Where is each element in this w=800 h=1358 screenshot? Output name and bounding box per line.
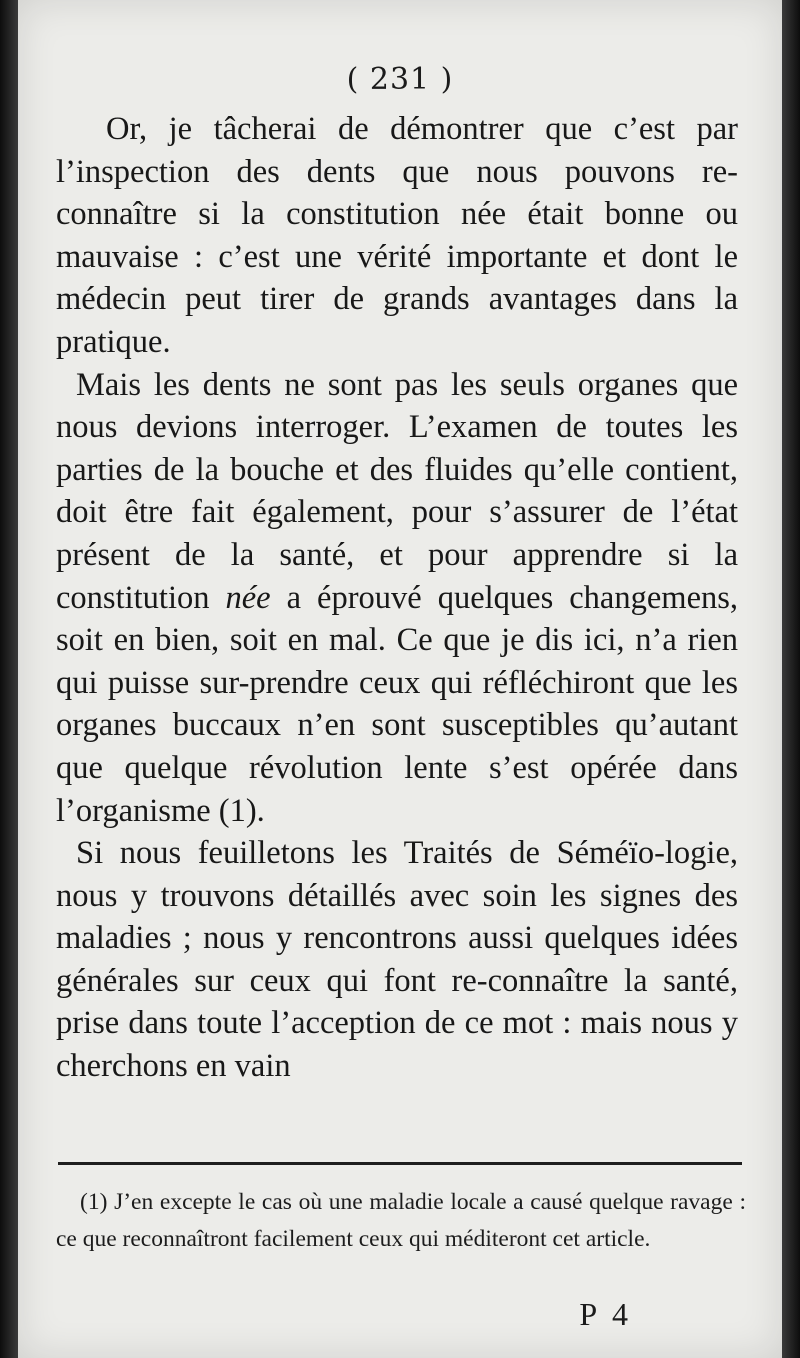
body-text [56, 108, 738, 1088]
scan-left-edge [0, 0, 18, 1358]
page-number: ( 231 ) [346, 62, 454, 97]
paragraph-3 [56, 832, 738, 1088]
footnote: (1) J’en excepte le cas où une maladie locale a causé quelque ravage : ce que reconnaîtront facilement ceux qui méditeront cet article. [56, 1189, 746, 1252]
footnote-rule [58, 1162, 742, 1165]
paragraph-2-text-start: Mais les dents ne sont pas les seuls organes que nous devions interroger. L’examen de toutes les parties de la bouche et des fluides qu’elle contient, doit être fait également, pour s’assurer de l’état présent de la santé, et pour apprendre si la constitution [56, 366, 738, 616]
scan-right-edge [782, 0, 800, 1358]
printer-signature: P 4 [579, 1296, 632, 1332]
paragraph-2-italic-word: née [225, 579, 271, 616]
paragraph-1-text: Or, je tâcherai de démontrer que c’est par l’inspection des dents que nous pouvons re-connaître si la constitution née était bonne ou mauvaise : c’est une vérité importante et dont le médecin peut tirer de grands avantages dans la pratique. [56, 111, 738, 360]
book-page [18, 0, 782, 1358]
paragraph-1 [56, 108, 738, 364]
paragraph-3-text: Si nous feuilletons les Traités de Séméïo-logie, nous y trouvons détaillés avec soin les signes des maladies ; nous y rencontrons aussi quelques idées générales sur ceux qui font re-connaître la santé, prise dans toute l’acception de ce mot : mais nous y cherchons en vain [56, 835, 738, 1085]
paragraph-2-text-end: a éprouvé quelques changemens, soit en bien, soit en mal. Ce que je dis ici, n’a rien qui puisse sur-prendre ceux qui réfléchiront que les organes buccaux n’en sont susceptibles qu’autant que quelque révolution lente s’est opérée dans l’organisme (1). [56, 579, 739, 829]
paragraph-2 [56, 364, 738, 833]
